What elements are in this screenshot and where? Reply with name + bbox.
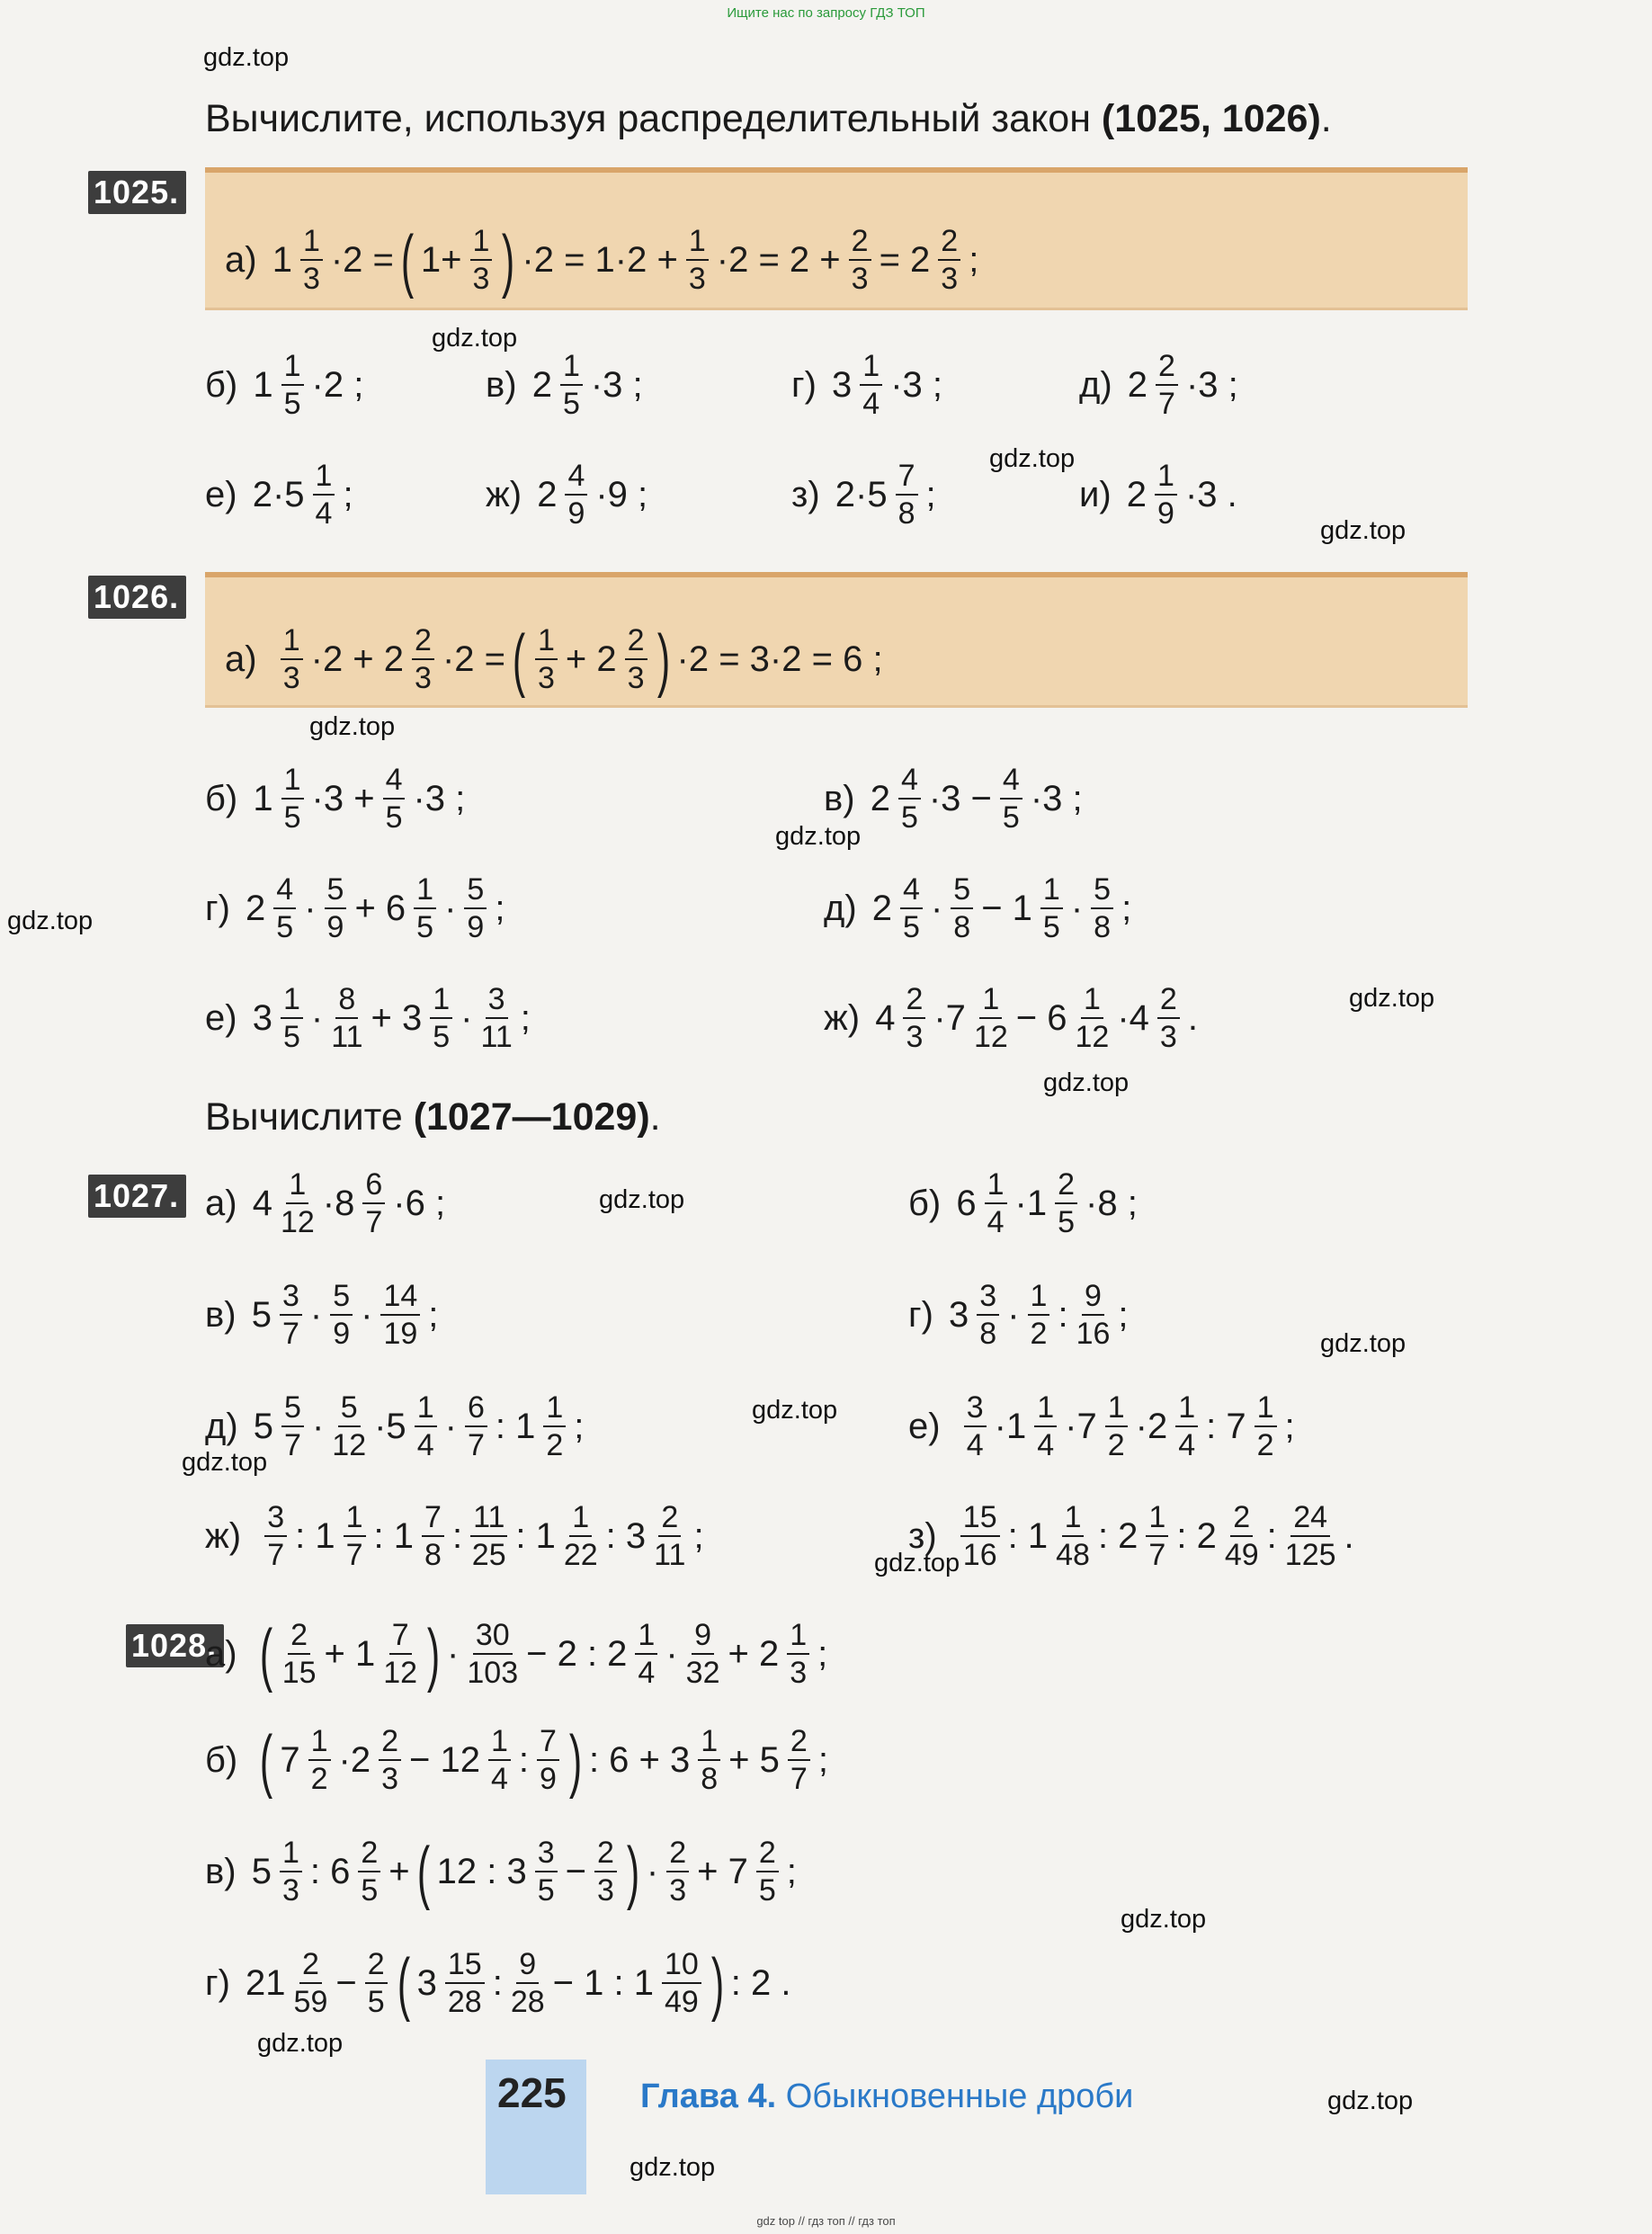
- item-1025-b: б) 1 $\frac{1}{5}$ ·2 ;: [205, 349, 364, 421]
- example-1026-a: а) $\frac{1}{3}$ ·2 + 2 $\frac{2}{3}$ ·2 = ( $\frac{1}{3}$ + 2 $\frac{2}{3}$ ) ·2 = 3·2 = 6 ;: [225, 620, 883, 699]
- watermark: gdz.top: [989, 444, 1076, 473]
- item-1025-v: в) 2 $\frac{1}{5}$ ·3 ;: [486, 349, 643, 421]
- item-1028-g: г) 21 $\frac{2}{59}$ − $\frac{2}{5}$ ( 3 $\frac{15}{28}$ : $\frac{9}{28}$ − 1 : 1 $\frac{10}{49}$ ) : 2 .: [205, 1944, 791, 2023]
- item-1028-a: а) ( $\frac{2}{15}$ + 1 $\frac{7}{12}$ ) · $\frac{30}{103}$ − 2 : 2 $\frac{1}{4}$ · $\frac{9}{32}$ + 2 $\frac{1}{3}$ ;: [205, 1614, 828, 1693]
- bottom-note: gdz top // гдз топ // гдз топ: [756, 2214, 896, 2228]
- item-1025-g: г) 3 $\frac{1}{4}$ ·3 ;: [791, 349, 942, 421]
- watermark: gdz.top: [1043, 1068, 1130, 1097]
- item-1026-g: г) 2 $\frac{4}{5}$ · $\frac{5}{9}$ + 6 $\frac{1}{5}$ · $\frac{5}{9}$ ;: [205, 872, 505, 944]
- item-1025-i: и) 2 $\frac{1}{9}$ ·3 .: [1079, 459, 1237, 531]
- watermark: gdz.top: [1327, 2087, 1414, 2115]
- problem-number-1026: 1026.: [88, 576, 186, 619]
- watermark: gdz.top: [7, 907, 94, 935]
- item-1027-e: е) $\frac{3}{4}$ ·1 $\frac{1}{4}$ ·7 $\frac{1}{2}$ ·2 $\frac{1}{4}$ : 7 $\frac{1}{2}$ ;: [908, 1390, 1295, 1462]
- item-1025-d: д) 2 $\frac{2}{7}$ ·3 ;: [1079, 349, 1238, 421]
- item-1027-zh: ж) $\frac{3}{7}$ : 1 $\frac{1}{7}$ : 1 $\frac{7}{8}$ : $\frac{11}{25}$ : 1 $\frac{1}{22}$ : 3 $\frac{2}{11}$ ;: [205, 1500, 704, 1572]
- watermark: gdz.top: [599, 1185, 685, 1214]
- watermark: gdz.top: [182, 1448, 268, 1477]
- problem-number-1028: 1028.: [126, 1624, 224, 1667]
- chapter-title: Глава 4. Обыкновенные дроби: [640, 2078, 1134, 2115]
- watermark: gdz.top: [309, 712, 396, 741]
- item-1026-v: в) 2 $\frac{4}{5}$ ·3 − $\frac{4}{5}$ ·3 ;: [824, 763, 1083, 835]
- watermark: gdz.top: [775, 822, 862, 851]
- watermark: gdz.top: [1349, 984, 1435, 1013]
- watermark: gdz.top: [874, 1549, 960, 1577]
- exercise-heading: Вычислите, используя распределительный закон (1025, 1026).: [205, 97, 1332, 140]
- watermark: gdz.top: [257, 2029, 344, 2058]
- item-1025-e: е) 2·5 $\frac{1}{4}$ ;: [205, 459, 353, 531]
- item-1026-b: б) 1 $\frac{1}{5}$ ·3 + $\frac{4}{5}$ ·3 ;: [205, 763, 466, 835]
- watermark: gdz.top: [1121, 1905, 1207, 1934]
- item-1028-v: в) 5 $\frac{1}{3}$ : 6 $\frac{2}{5}$ + ( 12 : 3 $\frac{3}{5}$ − $\frac{2}{3}$ ) · $\frac{2}{3}$ + 7 $\frac{2}{5}$ ;: [205, 1832, 797, 1911]
- item-1026-e: е) 3 $\frac{1}{5}$ · $\frac{8}{11}$ + 3 $\frac{1}{5}$ · $\frac{3}{11}$ ;: [205, 982, 531, 1054]
- page-number: 225: [497, 2069, 567, 2116]
- item-1027-d: д) 5 $\frac{5}{7}$ · $\frac{5}{12}$ ·5 $\frac{1}{4}$ · $\frac{6}{7}$ : 1 $\frac{1}{2}$ ;: [205, 1390, 585, 1462]
- item-1025-zh: ж) 2 $\frac{4}{9}$ ·9 ;: [486, 459, 648, 531]
- item-1025-z: з) 2·5 $\frac{7}{8}$ ;: [791, 459, 936, 531]
- watermark: gdz.top: [1320, 1329, 1406, 1358]
- item-1027-v: в) 5 $\frac{3}{7}$ · $\frac{5}{9}$ · $\frac{14}{19}$ ;: [205, 1279, 439, 1351]
- item-1026-zh: ж) 4 $\frac{2}{3}$ ·7 $\frac{1}{12}$ − 6 $\frac{1}{12}$ ·4 $\frac{2}{3}$ .: [824, 982, 1198, 1054]
- item-1027-g: г) 3 $\frac{3}{8}$ · $\frac{1}{2}$ : $\frac{9}{16}$ ;: [908, 1279, 1129, 1351]
- watermark: gdz.top: [1320, 516, 1406, 545]
- item-1028-b: б) ( 7 $\frac{1}{2}$ ·2 $\frac{2}{3}$ − 12 $\frac{1}{4}$ : $\frac{7}{9}$ ) : 6 + 3 $\frac{1}{8}$ + 5 $\frac{2}{7}$ ;: [205, 1720, 828, 1800]
- problem-number-1025: 1025.: [88, 171, 186, 214]
- problem-number-1027: 1027.: [88, 1175, 186, 1218]
- watermark: gdz.top: [203, 43, 290, 72]
- item-1026-d: д) 2 $\frac{4}{5}$ · $\frac{5}{8}$ − 1 $\frac{1}{5}$ · $\frac{5}{8}$ ;: [824, 872, 1132, 944]
- watermark: gdz.top: [432, 324, 518, 353]
- item-1027-a: а) 4 $\frac{1}{12}$ ·8 $\frac{6}{7}$ ·6 ;: [205, 1167, 446, 1239]
- watermark: gdz.top: [752, 1396, 838, 1425]
- exercise-heading: Вычислите (1027—1029).: [205, 1095, 661, 1139]
- item-1027-z: з) $\frac{15}{16}$ : 1 $\frac{1}{48}$ : 2 $\frac{1}{7}$ : 2 $\frac{2}{49}$ : $\frac{24}{125}$ .: [908, 1500, 1354, 1572]
- item-1027-b: б) 6 $\frac{1}{4}$ ·1 $\frac{2}{5}$ ·8 ;: [908, 1167, 1138, 1239]
- top-note: Ищите нас по запросу ГДЗ ТОП: [727, 5, 925, 21]
- watermark: gdz.top: [630, 2153, 716, 2182]
- example-1025-a: а) 1 $\frac{1}{3}$ ·2 = ( 1+ $\frac{1}{3}$ ) ·2 = 1·2 + $\frac{1}{3}$ ·2 = 2 + $\frac{2}{3}$ = 2 $\frac{2}{3}$ ;: [225, 220, 979, 299]
